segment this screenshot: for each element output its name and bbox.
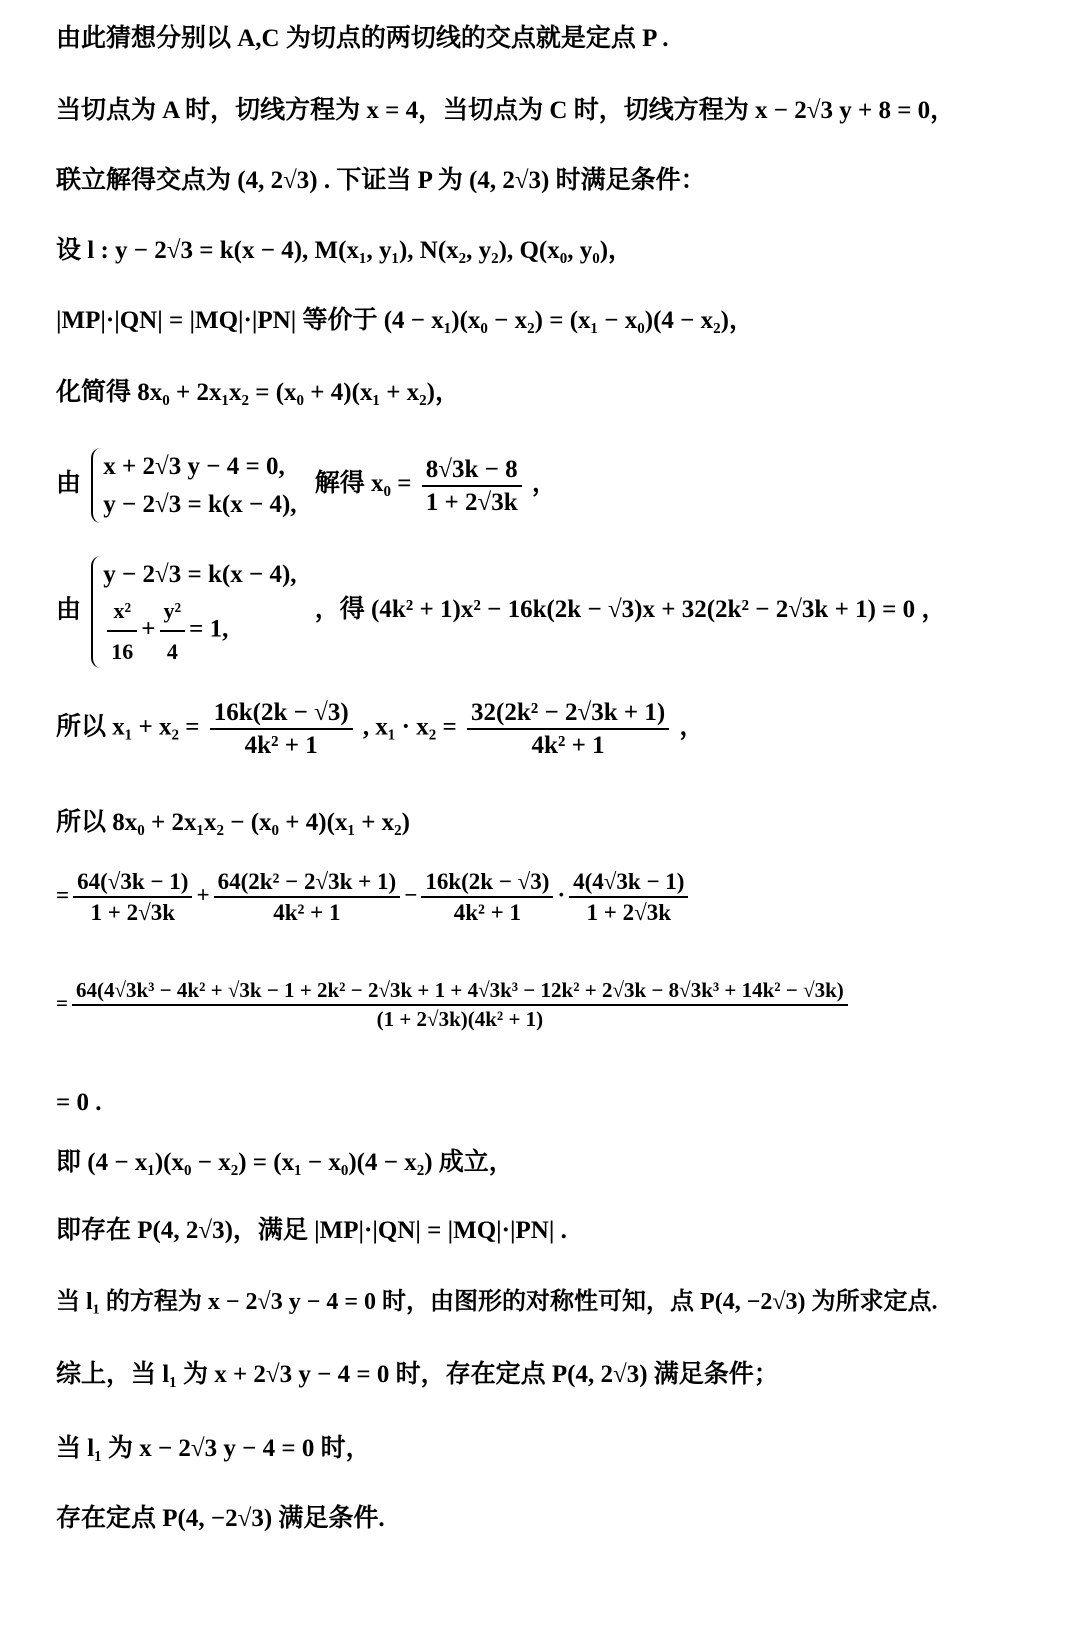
- denominator: 16: [111, 638, 134, 664]
- fraction: [569, 870, 688, 924]
- fraction: [467, 700, 669, 758]
- numerator: 64(4√3k³ − 4k² + √3k − 1 + 2k² − 2√3k + 1 + 4√3k³ − 12k² + 2√3k − 8√3k³ + 14k² − √3k): [72, 980, 848, 1006]
- system-row: x + 2√3 y − 4 = 0,: [103, 453, 285, 480]
- text-line: 即 (4 − x₁)(x₀ − x₂) = (x₁ − x₀)(4 − x₂) 成立，: [56, 1149, 514, 1176]
- denominator: 1 + 2√3k: [90, 900, 176, 925]
- numerator: x²: [107, 594, 137, 632]
- fraction: [73, 870, 192, 924]
- equation-system-1: [56, 448, 557, 523]
- numerator: 4(4√3k − 1): [569, 870, 688, 898]
- system-prefix: 由: [56, 470, 82, 498]
- punctuation: ，: [679, 713, 705, 741]
- equation-part: = 1,: [189, 615, 229, 643]
- text-line: 联立解得交点为 (4, 2√3) . 下证当 P 为 (4, 2√3) 时满足条件：: [56, 167, 706, 194]
- result-equation: ，得 (4k² + 1)x² − 16k(2k − √3)x + 32(2k² − 2√3k + 1) = 0 ，: [314, 596, 947, 624]
- solve-label: 解得 x₀ =: [314, 470, 412, 498]
- brace-group: [91, 448, 296, 523]
- denominator: (1 + 2√3k)(4k² + 1): [376, 1007, 544, 1031]
- fraction: [214, 870, 401, 924]
- text-line: 化简得 8x₀ + 2x₁x₂ = (x₀ + 4)(x₁ + x₂)，: [56, 379, 461, 406]
- text-line: 当 l₁ 为 x − 2√3 y − 4 = 0 时，: [56, 1435, 371, 1462]
- fraction: [160, 594, 186, 668]
- expression-line-1: = $\frac{64(√3k - 1)}{1 + 2√3k}$ + $\frac{\text{64(2k² − 2√3k + 1)}}{\text{4k² + 1}}$ − $\frac{16k(2k - √3)}{\text{4k² + 1}}$ · $\frac{4(4√3k - 1)}{1 + 2√3k}$: [56, 870, 692, 924]
- text-line: 当切点为 A 时，切线方程为 x = 4，当切点为 C 时，切线方程为 x − 2√3 y + 8 = 0，: [56, 97, 956, 124]
- numerator: 64(2k² − 2√3k + 1): [214, 870, 401, 898]
- brace-group: [91, 556, 296, 668]
- system-row-ellipse: $\frac{\text{x²}}{16}$ + $\frac{\text{y²}}{4}$ = 1,: [103, 594, 296, 668]
- fraction: [107, 594, 137, 668]
- text-line: 设 l : y − 2√3 = k(x − 4), M(x₁, y₁), N(x₂, y₂), Q(x₀, y₀)，: [56, 237, 634, 264]
- equation-system-2: [56, 556, 946, 668]
- numerator: 16k(2k − √3): [421, 870, 553, 898]
- denominator: 4k² + 1: [244, 732, 318, 759]
- vieta-line: [56, 700, 704, 758]
- text-line: 即存在 P(4, 2√3)，满足 |MP|·|QN| = |MQ|·|PN| .: [56, 1217, 567, 1244]
- denominator: 4k² + 1: [531, 732, 605, 759]
- text-line: 当 l₁ 的方程为 x − 2√3 y − 4 = 0 时，由图形的对称性可知，点 P(4, −2√3) 为所求定点.: [56, 1289, 938, 1315]
- text-line: 所以 8x₀ + 2x₁x₂ − (x₀ + 4)(x₁ + x₂): [56, 809, 411, 836]
- text-line: 由此猜想分别以 A,C 为切点的两切线的交点就是定点 P .: [56, 25, 669, 52]
- text-line: = 0 .: [56, 1089, 102, 1116]
- denominator: 1 + 2√3k: [425, 488, 518, 516]
- system-row: y − 2√3 = k(x − 4),: [103, 490, 297, 518]
- numerator: 8√3k − 8: [422, 457, 522, 487]
- fraction: [72, 980, 848, 1030]
- system-prefix: 由: [56, 596, 82, 624]
- denominator: 4: [166, 638, 178, 664]
- numerator: 16k(2k − √3): [210, 700, 353, 730]
- system-row: y − 2√3 = k(x − 4),: [103, 561, 297, 588]
- expression-line-2: = 64(4√3k³ − 4k² + √3k − 1 + 2k² − 2√3k + 1 + 4√3k³ − 12k² + 2√3k − 8√3k³ + 14k² − √3k) (1 + 2√3k)(4k² + 1): [56, 980, 852, 1030]
- numerator: 64(√3k − 1): [73, 870, 192, 898]
- punctuation: ，: [531, 470, 557, 498]
- denominator: 1 + 2√3k: [586, 900, 672, 925]
- product-label: , x₁ · x₂ =: [362, 713, 457, 741]
- numerator: y²: [160, 594, 186, 632]
- denominator: 4k² + 1: [453, 900, 522, 925]
- fraction: [421, 870, 553, 924]
- numerator: 32(2k² − 2√3k + 1): [467, 700, 669, 730]
- text-line: 存在定点 P(4, −2√3) 满足条件.: [56, 1505, 385, 1532]
- text-line: |MP|·|QN| = |MQ|·|PN| 等价于 (4 − x₁)(x₀ − x₂) = (x₁ − x₀)(4 − x₂)，: [56, 307, 754, 334]
- fraction: [422, 457, 522, 515]
- text-line: 综上，当 l₁ 为 x + 2√3 y − 4 = 0 时，存在定点 P(4, 2√3) 满足条件；: [56, 1361, 779, 1388]
- sum-label: 所以 x₁ + x₂ =: [56, 713, 200, 741]
- fraction: [210, 700, 353, 758]
- denominator: 4k² + 1: [273, 900, 341, 925]
